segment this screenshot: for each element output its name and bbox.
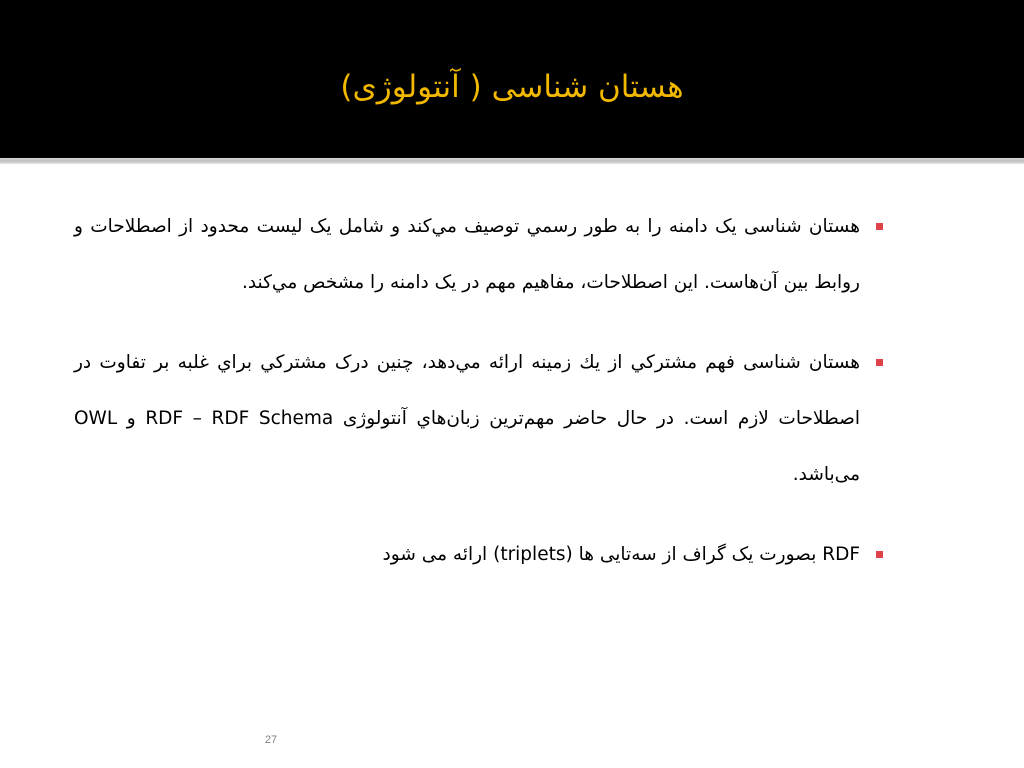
- bullet-item: [74, 199, 886, 311]
- bullet-text: هستان شناسی یک دامنه را به طور رسمي توصيف مي‌کند و شامل یک ليست محدود از اصطلاحات و روابط بين آن‌هاست. اين اصطلاحات، مفاهيم مهم در یک دامنه را مشخص مي‌کند.: [74, 216, 860, 293]
- bullet-text: RDF بصورت یک گراف از سه‌تایی ها (triplets) ارائه می شود: [382, 544, 860, 565]
- bullet-item: [74, 527, 886, 583]
- square-bullet-icon: [876, 223, 883, 230]
- square-bullet-icon: [876, 551, 883, 558]
- title-divider: [0, 158, 1024, 164]
- bullet-list: [74, 199, 886, 607]
- bullet-text: هستان شناسی فهم مشترکي از يك زمينه ارائه مي‌دهد، چنين درک مشترکي براي غلبه بر تفاوت در اصطلاحات لازم است. در حال حاضر مهم‌ترين زبان‌هاي آنتولوژی RDF – RDF Schema و OWL می‌باشد.: [74, 352, 860, 485]
- square-bullet-icon: [876, 359, 883, 366]
- slide-title: هستان شناسی ( آنتولوژی): [340, 69, 684, 105]
- bullet-item: [74, 335, 886, 503]
- page-number: 27: [264, 734, 278, 746]
